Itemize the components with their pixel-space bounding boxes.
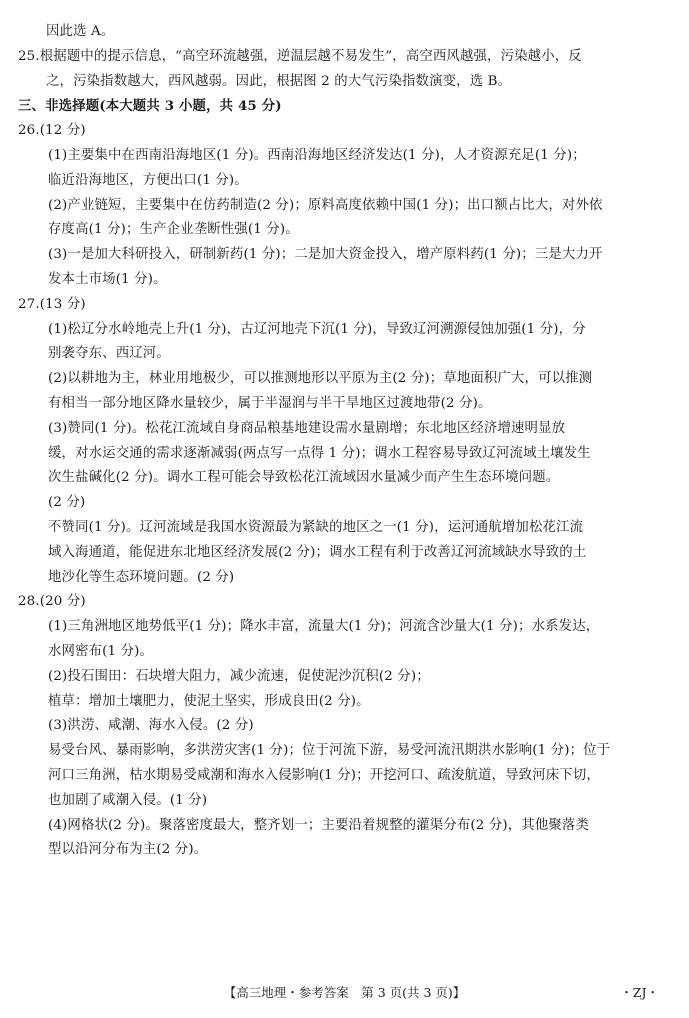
text-line: 易受台风、暴雨影响，多洪涝灾害(1 分)；位于河流下游，易受河流汛期洪水影响(1 分)；位于: [48, 743, 611, 759]
text-line: (2)以耕地为主，林业用地极少，可以推测地形以平原为主(2 分)；草地面积广大，可以推测: [48, 371, 593, 387]
footer-page-info: 【高三地理・参考答案 第 3 页(共 3 页)】: [223, 985, 466, 1000]
text-line: (1)松辽分水岭地壳上升(1 分)，古辽河地壳下沉(1 分)，导致辽河溯源侵蚀加强(1 分)，分: [48, 321, 586, 337]
text-line: 水网密布(1 分)。: [48, 643, 154, 659]
text-line: 植草：增加土壤肥力，使泥土坚实，形成良田(2 分)。: [48, 693, 370, 709]
text-line: 域入海通道，能促进东北地区经济发展(2 分)；调水工程有利于改善辽河流域缺水导致的土: [48, 544, 587, 560]
footer-code: ・ZJ・: [620, 985, 659, 1000]
text-line: (3)洪涝、咸潮、海水入侵。(2 分): [48, 718, 254, 734]
text-line: 发本土市场(1 分)。: [48, 271, 167, 287]
answer-content: [18, 20, 670, 863]
text-line: 存度高(1 分)；生产企业垄断性强(1 分)。: [48, 222, 299, 238]
text-line: 型以沿河分布为主(2 分)。: [48, 842, 208, 858]
text-line: 别袭夺东、西辽河。: [48, 346, 170, 362]
text-line: 不赞同(1 分)。辽河流域是我国水资源最为紧缺的地区之一(1 分)，运河通航增加松花江流: [48, 519, 584, 535]
text-line: 河口三角洲，枯水期易受咸潮和海水入侵影响(1 分)；开挖河口、疏浚航道，导致河床下切，: [48, 767, 600, 783]
text-line: (2)投石围田：石块增大阻力，减少流速，促使泥沙沉积(2 分)；: [48, 668, 430, 684]
text-line: (4)网格状(2 分)。聚落密度最大，整齐划一；主要沿着规整的灌渠分布(2 分)，其他聚落类: [48, 817, 589, 833]
text-line: 27.(13 分): [18, 296, 86, 312]
text-line: 26.(12 分): [18, 123, 86, 139]
text-line: 次生盐碱化(2 分)。调水工程可能会导致松花江流域因水量减少而产生生态环境问题。: [48, 470, 560, 486]
text-line: 因此选 A。: [46, 24, 115, 39]
text-line: 之，污染指数越大，西风越弱。因此，根据图 2 的大气污染指数演变，选 B。: [46, 73, 512, 89]
text-line: (3)一是加大科研投入，研制新药(1 分)；二是加大资金投入，增产原料药(1 分)；三是大力开: [48, 247, 603, 263]
text-line: (2 分): [48, 495, 86, 511]
text-line: 三、非选择题(本大题共 3 小题，共 45 分): [18, 98, 282, 115]
text-line: (3)赞同(1 分)。松花江流域自身商品粮基地建设需水量剧增；东北地区经济增速明显放: [48, 420, 566, 436]
text-line: 缓，对水运交通的需求逐渐减弱(两点写一点得 1 分)；调水工程容易导致辽河流域土壤发生: [48, 445, 591, 461]
text-line: 28.(20 分): [18, 594, 86, 610]
text-line: 25.根据题中的提示信息，“高空环流越强，逆温层越不易发生”，高空西风越强，污染越小，反: [18, 48, 582, 64]
text-line: 也加剧了咸潮入侵。(1 分): [48, 792, 208, 808]
text-line: (1)三角洲地区地势低平(1 分)；降水丰富，流量大(1 分)；河流含沙量大(1 分)；水系发达，: [48, 619, 600, 635]
text-line: 地沙化等生态环境问题。(2 分): [48, 569, 235, 585]
text-line: 有相当一部分地区降水量较少，属于半湿润与半干旱地区过渡地带(2 分)。: [48, 395, 492, 411]
text-line: 临近沿海地区，方便出口(1 分)。: [48, 172, 248, 188]
text-line: (2)产业链短，主要集中在仿药制造(2 分)；原料高度依赖中国(1 分)；出口额占比大，对外依: [48, 197, 603, 213]
text-line: (1)主要集中在西南沿海地区(1 分)。西南沿海地区经济发达(1 分)，人才资源充足(1 分)；: [48, 147, 586, 163]
